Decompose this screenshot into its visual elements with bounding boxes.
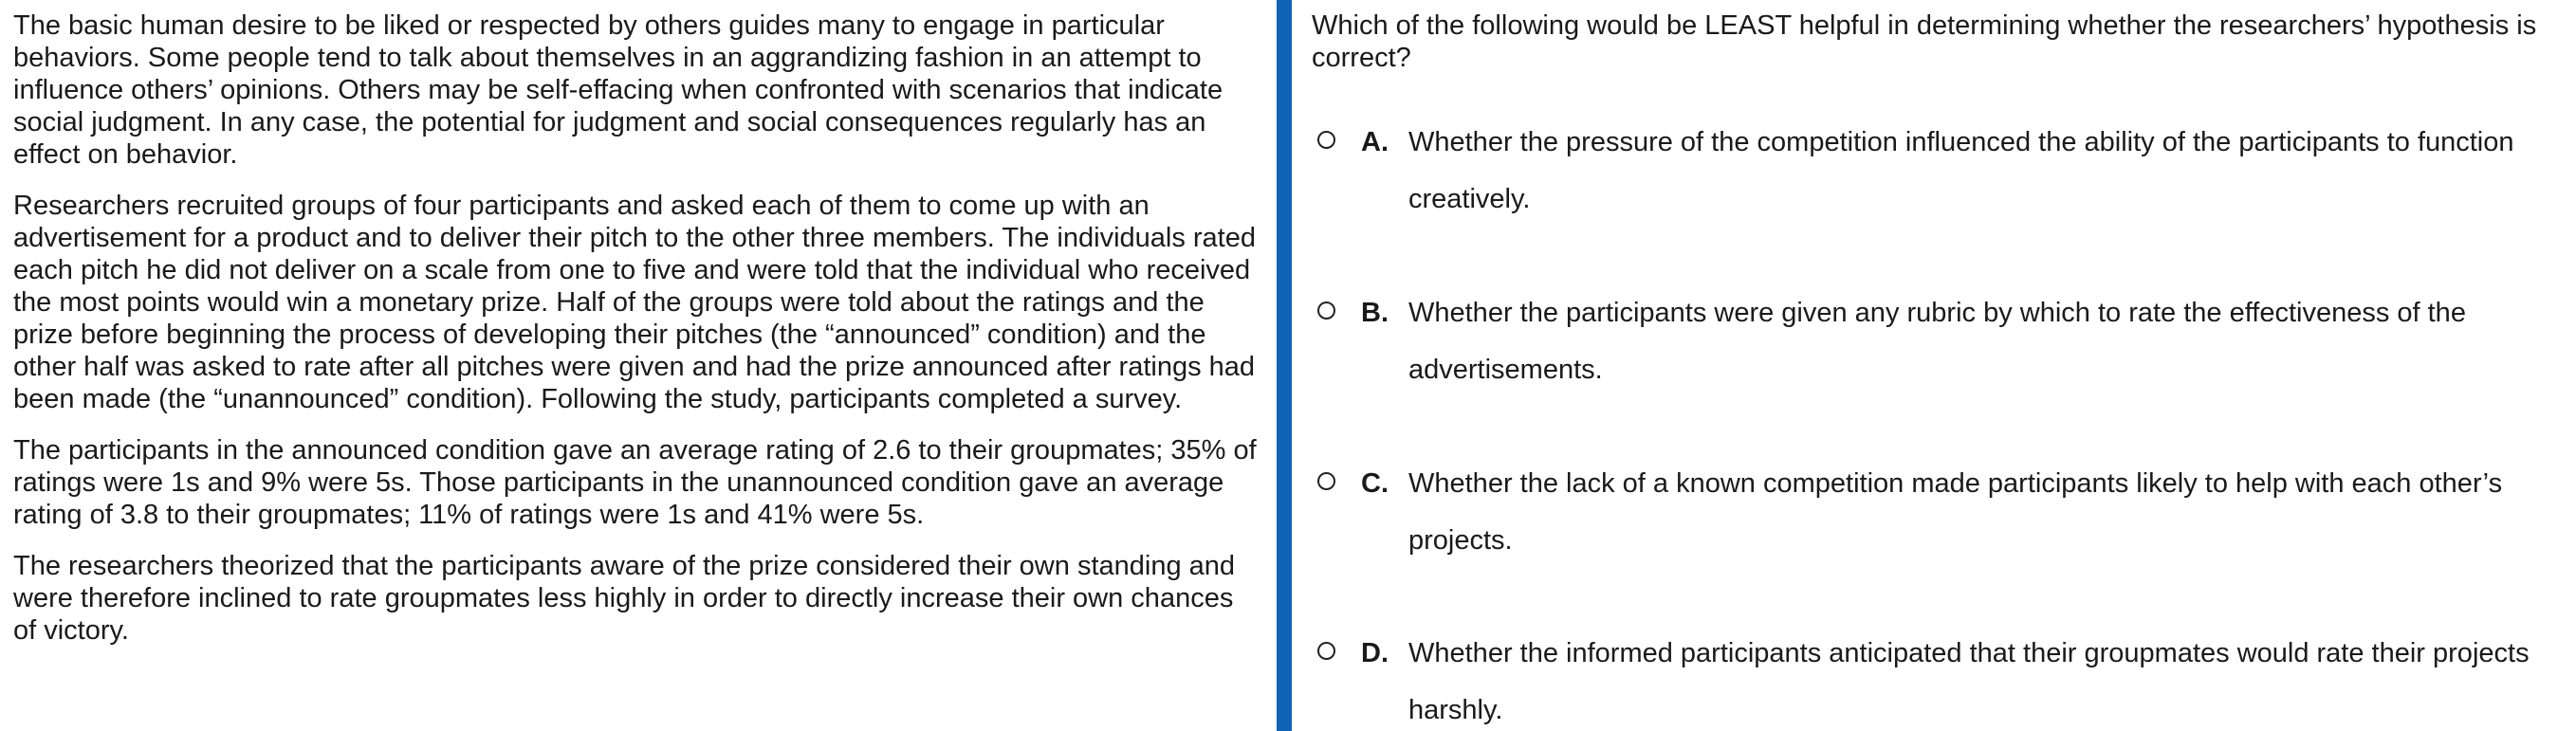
radio-button-b[interactable]: [1317, 302, 1335, 320]
radio-button-d[interactable]: [1317, 642, 1335, 660]
answer-choice-a[interactable]: [1310, 126, 2571, 268]
radio-button-c[interactable]: [1317, 472, 1335, 490]
choice-letter-d: D.: [1361, 638, 1389, 668]
choice-text-b[interactable]: Whether the participants were given any rubric by which to rate the effectiveness of the advertisements.: [1408, 298, 2466, 385]
choice-text-a[interactable]: Whether the pressure of the competition influenced the ability of the participants to function creatively.: [1408, 127, 2514, 214]
passage-panel: [0, 0, 1273, 731]
answer-choice-b[interactable]: [1310, 297, 2571, 439]
answer-choice-d[interactable]: [1310, 637, 2571, 731]
choice-text-c[interactable]: Whether the lack of a known competition made participants likely to help with each other’s projects.: [1408, 468, 2503, 556]
answer-choice-c[interactable]: [1310, 467, 2571, 610]
pane-divider[interactable]: [1277, 0, 1292, 731]
passage-paragraph-4: The researchers theorized that the participants aware of the prize considered their own standing and were therefore inclined to rate groupmates less highly in order to directly increase their own chances of victory.: [13, 551, 1236, 646]
question-stem: Which of the following would be LEAST helpful in determining whether the researchers’ hypothesis is correct?: [1312, 10, 2537, 73]
passage-paragraph-1: The basic human desire to be liked or respected by others guides many to engage in particular behaviors. Some people tend to talk about themselves in an aggrandizing fashion in an attempt to influence others’ opinions. Others may be self-effacing when confronted with scenarios that indicate social judgment. In any case, the potential for judgment and social consequences regularly has an effect on behavior.: [13, 10, 1224, 170]
choice-text-d[interactable]: Whether the informed participants anticipated that their groupmates would rate their projects harshly.: [1408, 638, 2530, 725]
choice-letter-a: A.: [1361, 127, 1389, 157]
choice-letter-b: B.: [1361, 298, 1389, 328]
choice-letter-c: C.: [1361, 468, 1389, 499]
passage-paragraph-2: Researchers recruited groups of four participants and asked each of them to come up with an advertisement for a product and to deliver their pitch to the other three members. The individuals rated each pitch he did not deliver on a scale from one to five and were told that the individual who received the most points would win a monetary prize. Half of the groups were told about the ratings and the prize before beginning the process of developing their pitches (the “announced” condition) and the other half was asked to rate after all pitches were given and had the prize announced after ratings had been made (the “unannounced” condition). Following the study, participants completed a survey.: [13, 191, 1256, 414]
question-panel: [1310, 0, 2571, 731]
passage-paragraph-3: The participants in the announced condition gave an average rating of 2.6 to their groupmates; 35% of ratings were 1s and 9% were 5s. Those participants in the unannounced condition gave an average rating of 3.8 to their groupmates; 11% of ratings were 1s and 41% were 5s.: [13, 435, 1257, 530]
radio-button-a[interactable]: [1317, 131, 1335, 149]
